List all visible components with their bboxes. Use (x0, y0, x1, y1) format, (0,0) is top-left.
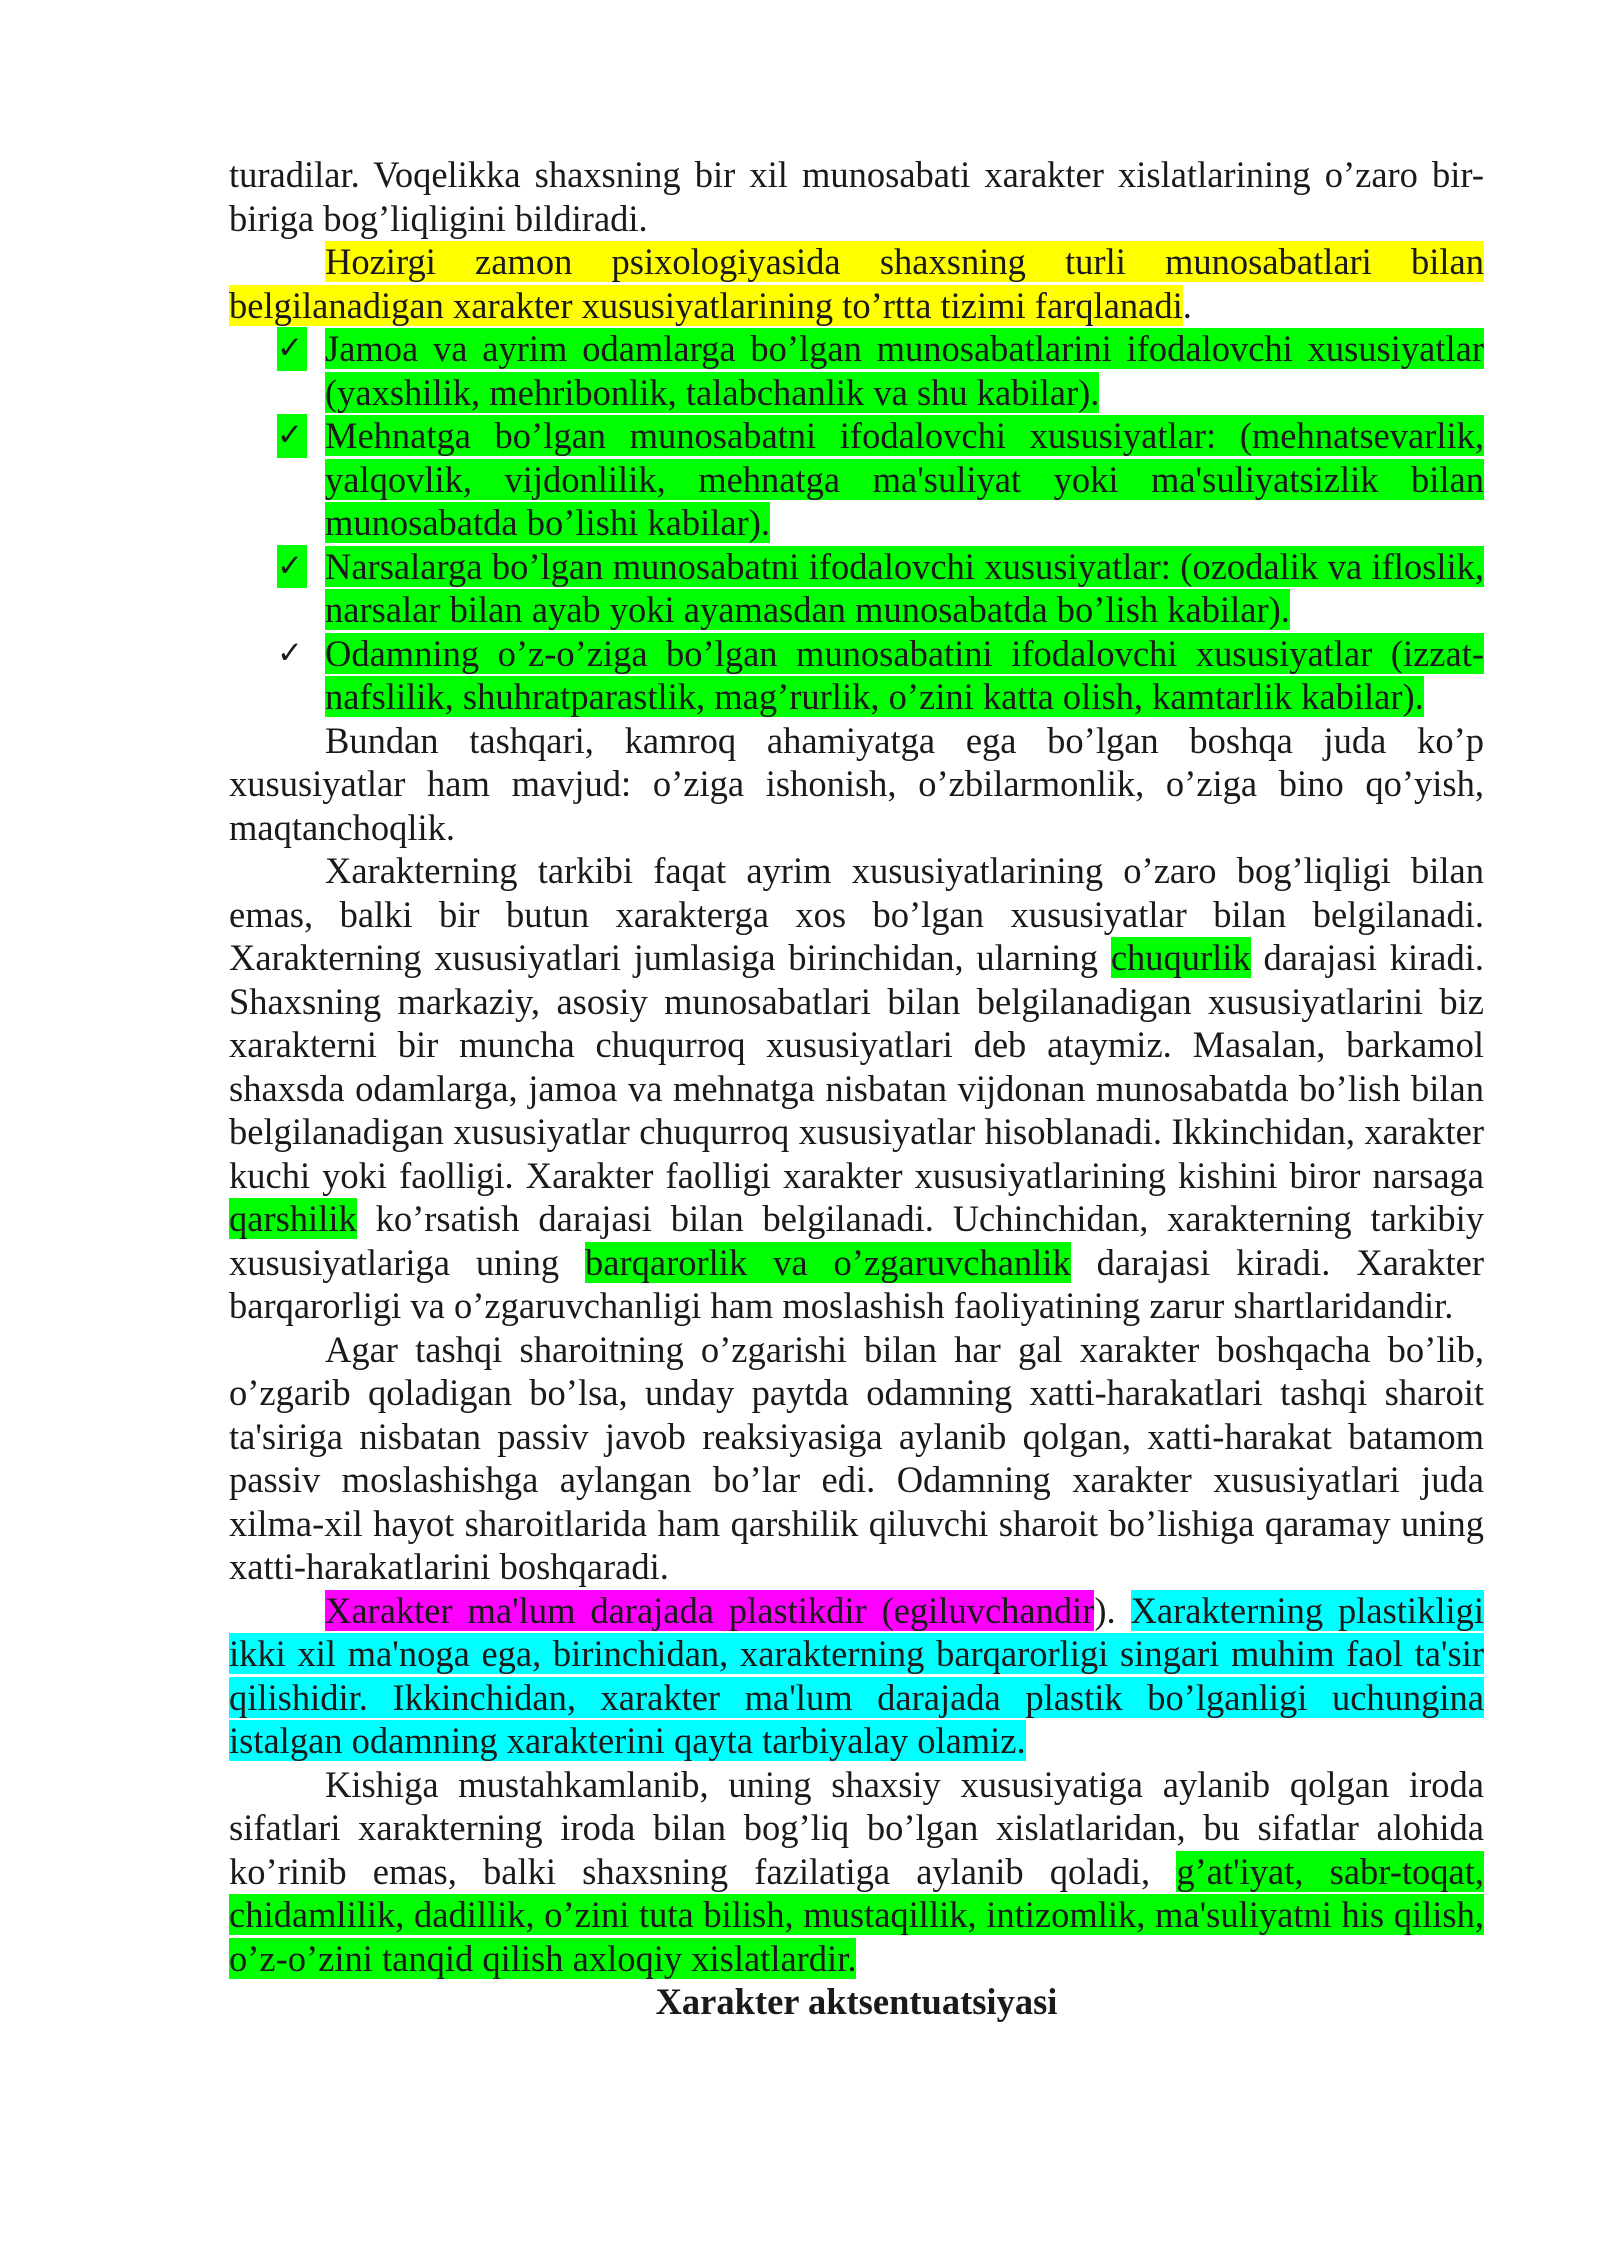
paragraph-external-conditions: Agar tashqi sharoitning o’zgarishi bilan har gal xarakter boshqacha bo’lib, o’zgarib qoladigan bo’lsa, unday paytda odamning xatti-harakatlari tashqi sharoit ta'siriga nisbatan passiv javob reaksiyasiga aylanib qolgan, xatti-harakat batamom passiv moslashishga aylangan bo’lar edi. Odamning xarakter xususiyatlari juda xilma-xil hayot sharoitlarida ham qarshilik qiluvchi sharoit bo’lishiga qaramay uning xatti-harakatlarini boshqaradi. (229, 1328, 1484, 1587)
checkmark-icon: ✓ (277, 634, 303, 671)
text-run: Kishiga mustahkamlanib, uning shaxsiy xususiyatiga aylanib qolgan iroda sifatlari xarakterning iroda bilan bog’liq bo’lgan xislatlaridan, bu sifatlar alohida ko’rinib emas, balki shaxsning fazilatiga aylanib qoladi, (229, 1763, 1484, 1892)
paragraph-continuation: turadilar. Voqelikka shaxsning bir xil munosabati xarakter xislatlarining o’zaro bir-biriga bog’liqligini bildiradi. (229, 154, 1484, 239)
text-run: . (1182, 284, 1192, 326)
text-run: Xarakterning tarkibi faqat ayrim xususiyatlarining o’zaro bog’liqligi bilan emas, balki bir butun xarakterga xos bo’lgan xususiyatlar bilan belgilanadi. Xarakterning xususiyatlari jumlasiga birinchidan, ularning (229, 850, 1484, 978)
checklist (229, 327, 1484, 719)
paragraph-plasticity (229, 1589, 1484, 1763)
document-body (229, 153, 1484, 2024)
checkmark-icon: ✓ (277, 545, 307, 589)
checklist-item-text: Odamning o’z-o’ziga bo’lgan munosabatini ifodalovchi xususiyatlar (izzat-nafslilik, shuhratparastlik, mag’rurlik, o’zini katta olish, kamtarlik kabilar). (325, 632, 1484, 717)
paragraph-will-qualities (229, 1763, 1484, 1981)
text-run: darajasi kiradi. Xarakter barqarorligi va o’zgaruvchanligi ham moslashish faoliyatining zarur shartlaridandir. (229, 1241, 1484, 1326)
text-run: darajasi kiradi. Shaxsning markaziy, asosiy munosabatlari bilan belgilanadigan xususiyatlarini biz xarakterni bir muncha chuqurroq xususiyatlari deb ataymiz. Masalan, barkamol shaxsda odamlarga, jamoa va mehnatga nisbatan vijdonan munosabatda bo’lish bilan belgilanadigan xususiyatlar chuqurroq xususiyatlar hisoblanadi. Ikkinchidan, xarakter kuchi yoki faolligi. Xarakter faolligi xarakter xususiyatlarining kishini biror narsaga (229, 937, 1484, 1196)
highlight-green: chuqurlik (1110, 937, 1251, 978)
checklist-item (229, 545, 1484, 632)
highlight-yellow: Hozirgi zamon psixologiyasida shaxsning turli munosabatlari bilan belgilanadigan xarakter xususiyatlarining to’rtta tizimi farqlanadi (229, 241, 1484, 326)
paragraph-structure (229, 849, 1484, 1328)
checklist-item (229, 327, 1484, 414)
section-heading: Xarakter aktsentuatsiyasi (655, 1981, 1058, 2022)
highlight-cyan: Xarakterning plastikligi ikki xil ma'noga ega, birinchidan, xarakterning barqarorligi singari muhim faol ta'sir qilishidir. Ikkinchidan, xarakter ma'lum darajada plastik bo’lganligi uchungina istalgan odamning xarakterini qayta tarbiyalay olamiz. (229, 1589, 1484, 1761)
highlight-green: g’at'iyat, sabr-toqat, chidamlilik, dadillik, o’zini tuta bilish, mustaqillik, intizomlik, ma'suliyatni his qilish, o’z-o’zini tanqid qilish axloqiy xislatlardir. (229, 1850, 1484, 1979)
paragraph-other-traits: Bundan tashqari, kamroq ahamiyatga ega bo’lgan boshqa juda ko’p xususiyatlar ham mavjud: o’ziga ishonish, o’zbilarmonlik, o’ziga bino qo’yish, maqtanchoqlik. (229, 719, 1484, 848)
checkmark-icon: ✓ (277, 327, 307, 371)
highlight-green: barqarorlik va o’zgaruvchanlik (585, 1241, 1071, 1283)
highlight-green: qarshilik (229, 1198, 357, 1239)
checklist-item-text: Jamoa va ayrim odamlarga bo’lgan munosabatlarini ifodalovchi xususiyatlar (yaxshilik, mehribonlik, talabchanlik va shu kabilar). (325, 328, 1484, 413)
checklist-item (229, 632, 1484, 719)
text-run: ). (1094, 1589, 1131, 1631)
paragraph-four-systems (229, 240, 1484, 327)
checkmark-icon: ✓ (277, 414, 307, 458)
text-run: ko’rsatish darajasi bilan belgilanadi. Uchinchidan, xarakterning tarkibiy xususiyatlariga uning (229, 1198, 1484, 1283)
checklist-item-text: Narsalarga bo’lgan munosabatni ifodalovchi xususiyatlar: (ozodalik va ifloslik, narsalar bilan ayab yoki ayamasdan munosabatda bo’lish kabilar). (325, 545, 1484, 630)
checklist-item-text: Mehnatga bo’lgan munosabatni ifodalovchi xususiyatlar: (mehnatsevarlik, yalqovlik, vijdonlilik, mehnatga ma'suliyat yoki ma'suliyatsizlik bilan munosabatda bo’lishi kabilar). (325, 415, 1484, 543)
checklist-item (229, 414, 1484, 545)
highlight-magenta: Xarakter ma'lum darajada plastikdir (egiluvchandir (325, 1589, 1095, 1631)
